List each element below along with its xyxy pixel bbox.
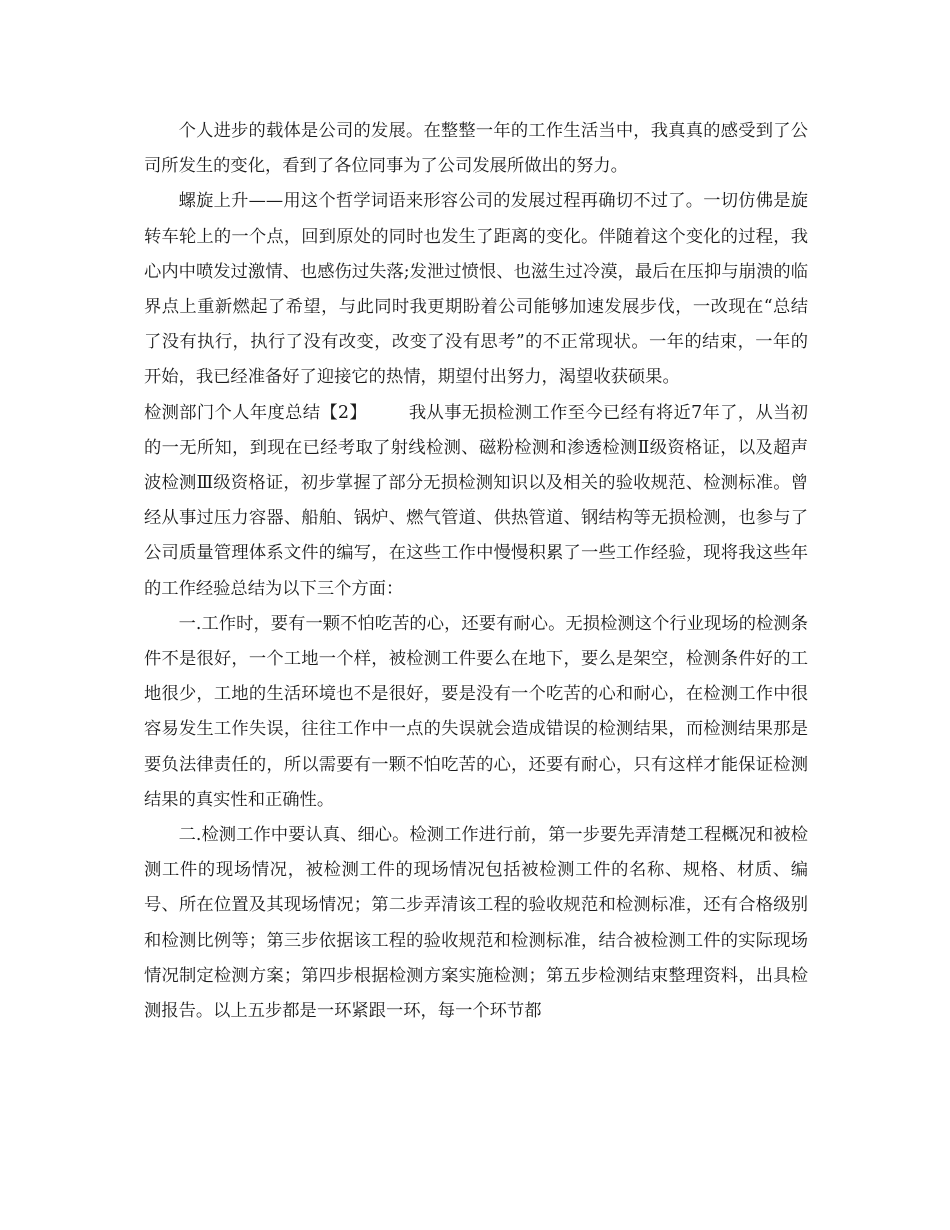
paragraph-2: 螺旋上升——用这个哲学词语来形容公司的发展过程再确切不过了。一切仿佛是旋转车轮上的一个点，回到原处的同时也发生了距离的变化。伴随着这个变化的过程，我心内中喷发过激情、也感伤过失落;发泄过愤恨、也滋生过冷漠，最后在压抑与崩溃的临界点上重新燃起了希望，与此同时我更期盼着公司能够加速发展步伐，一改现在“总结了没有执行，执行了没有改变，改变了没有思考”的不正常现状。一年的结束，一年的开始，我已经准备好了迎接它的热情，期望付出努力，渴望收获硕果。	[144, 191, 808, 388]
paragraph-1: 个人进步的载体是公司的发展。在整整一年的工作生活当中，我真真的感受到了公司所发生的变化，看到了各位同事为了公司发展所做出的努力。	[144, 121, 808, 177]
paragraph-3-with-section-title	[144, 396, 808, 607]
document-body	[144, 114, 808, 1029]
section-title: 检测部门个人年度总结【2】	[144, 402, 368, 423]
paragraph-4: 一.工作时，要有一颗不怕吃苦的心，还要有耐心。无损检测这个行业现场的检测条件不是很好，一个工地一个样，被检测工件要么在地下，要么是架空，检测条件好的工地很少，工地的生活环境也不是很好，要是没有一个吃苦的心和耐心，在检测工作中很容易发生工作失误，往往工作中一点的失误就会造成错误的检测结果，而检测结果那是要负法律责任的，所以需要有一颗不怕吃苦的心，还要有耐心，只有这样才能保证检测结果的真实性和正确性。	[144, 613, 808, 810]
paragraph-5: 二.检测工作中要认真、细心。检测工作进行前，第一步要先弄清楚工程概况和被检测工件的现场情况，被检测工件的现场情况包括被检测工件的名称、规格、材质、编号、所在位置及其现场情况；第二步弄清该工程的验收规范和检测标准，还有合格级别和检测比例等；第三步依据该工程的验收规范和检测标准，结合被检测工件的实际现场情况制定检测方案；第四步根据检测方案实施检测；第五步检测结束整理资料，出具检测报告。以上五步都是一环紧跟一环，每一个环节都	[144, 825, 808, 1022]
paragraph-3: 我从事无损检测工作至今已经有将近7年了，从当初的一无所知，到现在已经考取了射线检测、磁粉检测和渗透检测Ⅱ级资格证，以及超声波检测Ⅲ级资格证，初步掌握了部分无损检测知识以及相关的验收规范、检测标准。曾经从事过压力容器、船舶、锅炉、燃气管道、供热管道、钢结构等无损检测，也参与了公司质量管理体系文件的编写，在这些工作中慢慢积累了一些工作经验，现将我这些年的工作经验总结为以下三个方面：	[144, 402, 809, 599]
